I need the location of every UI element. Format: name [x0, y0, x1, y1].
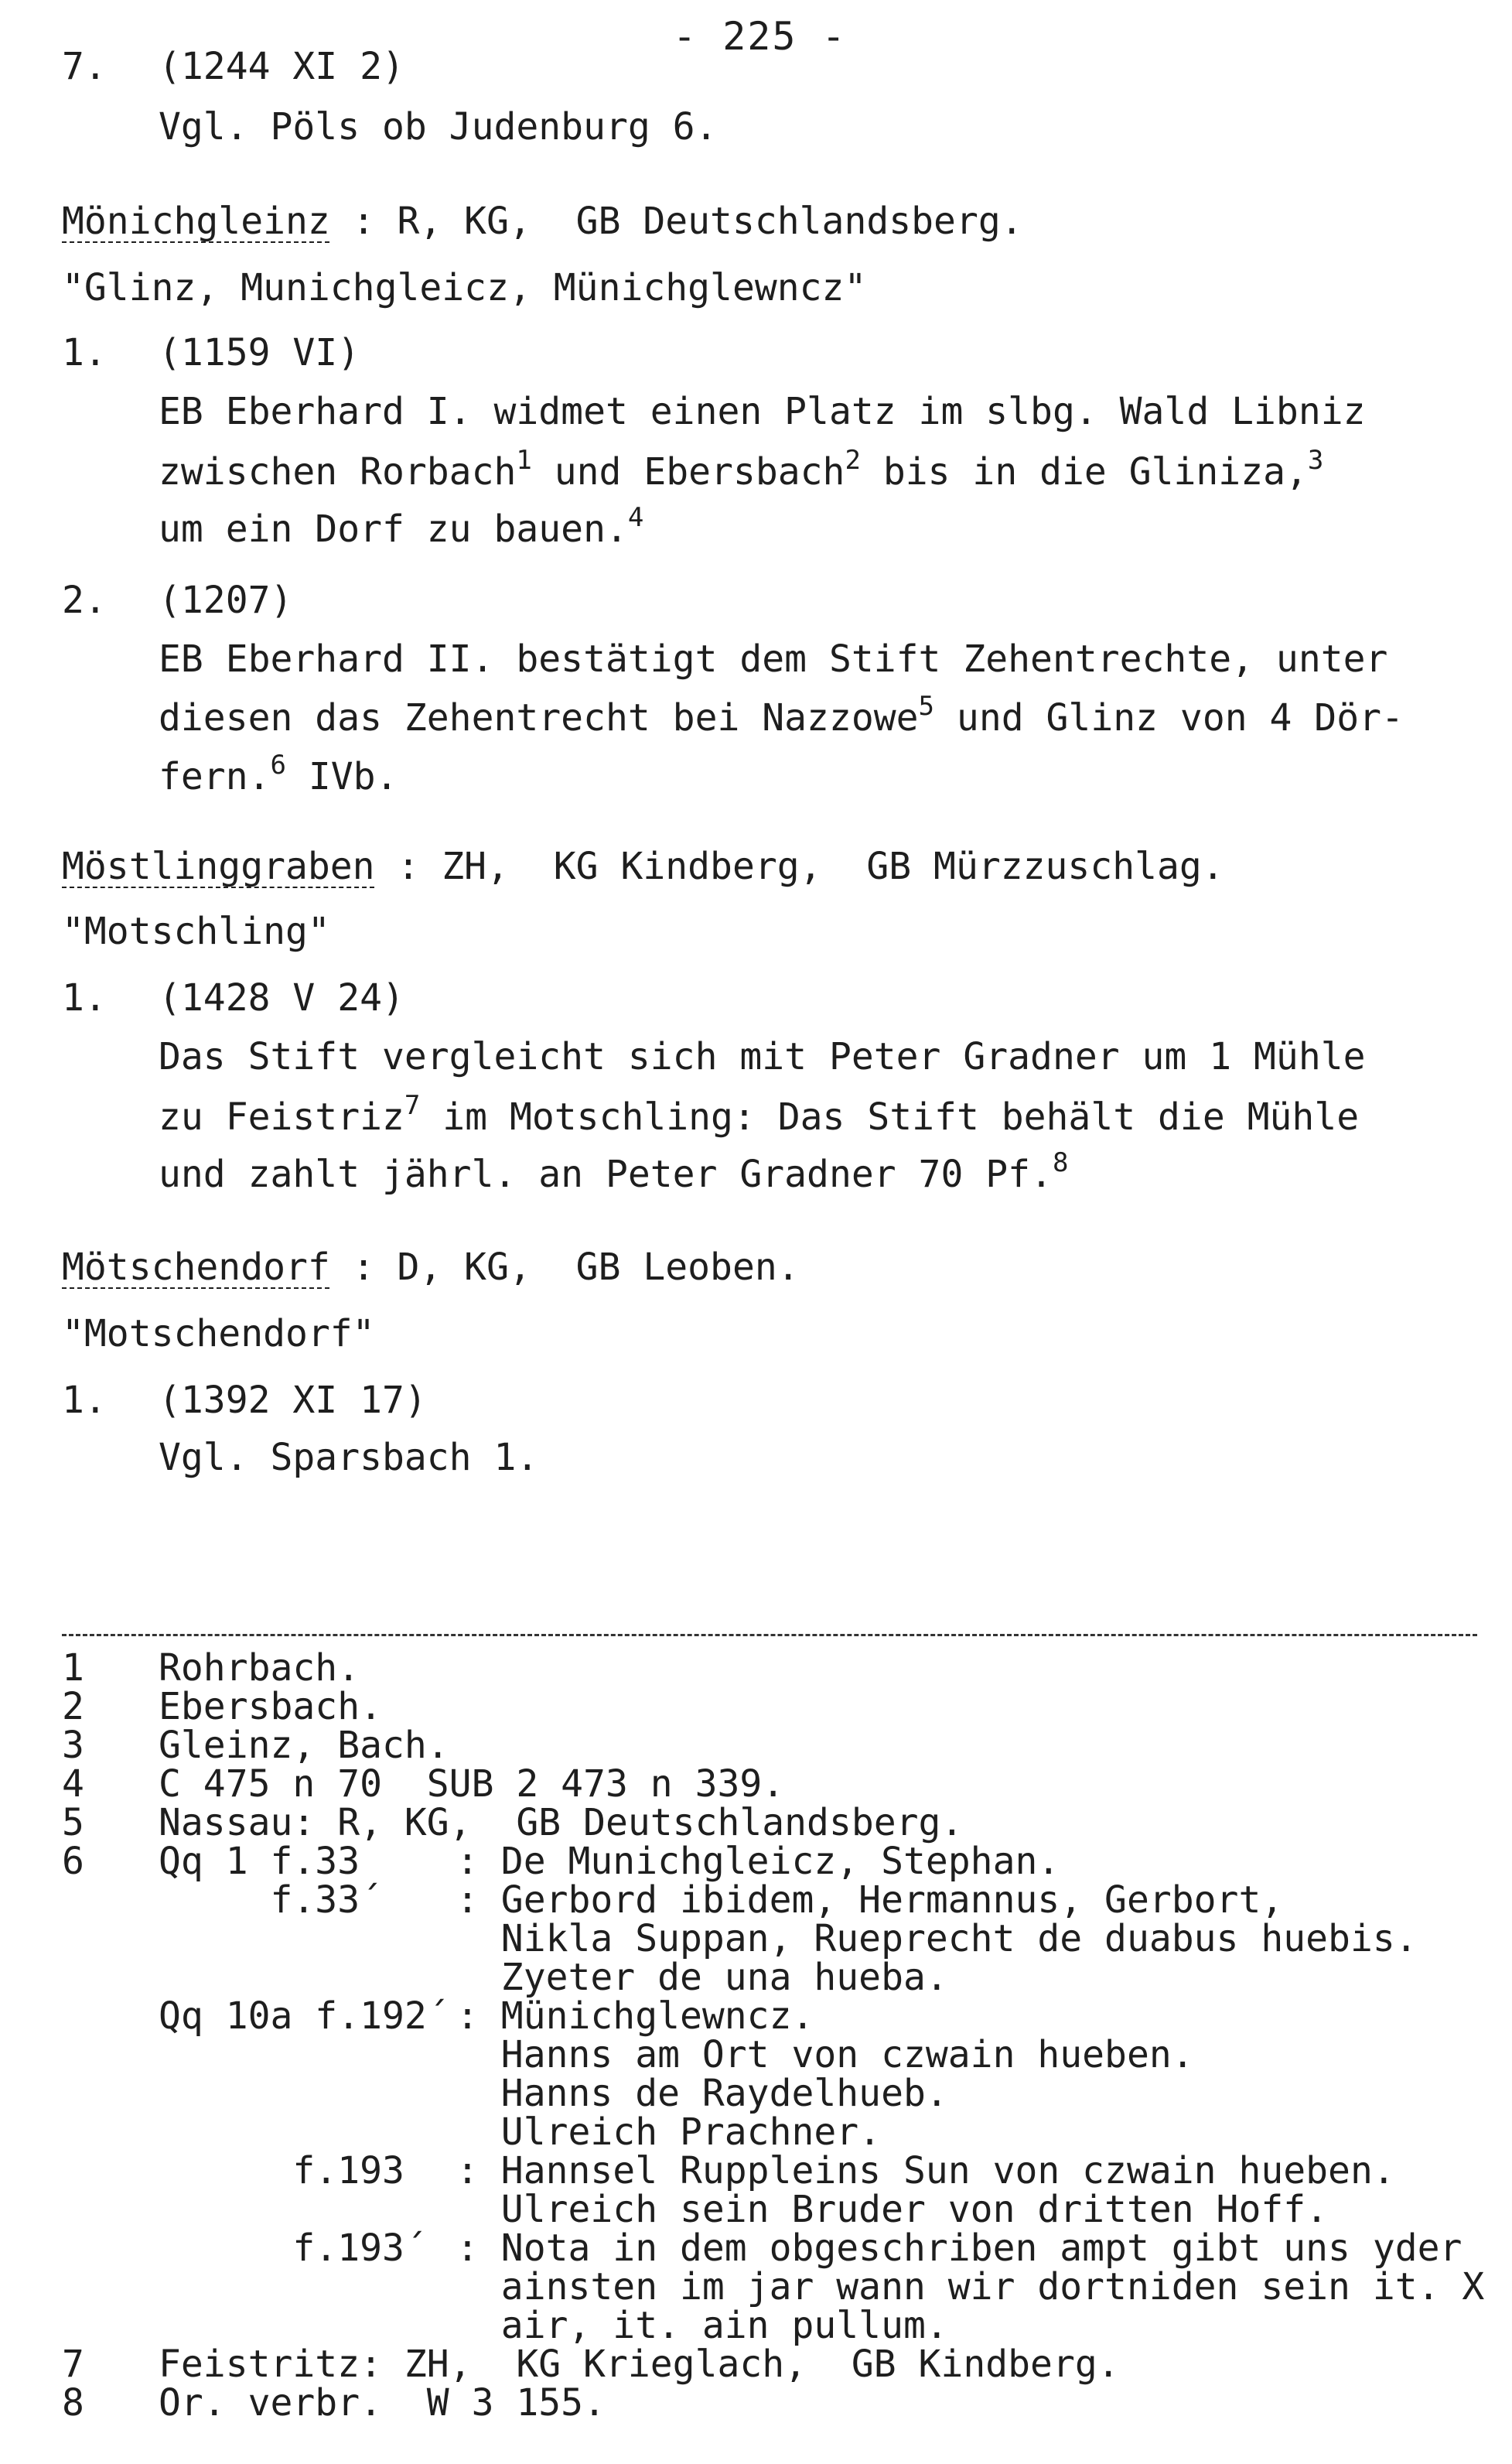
source-ref: Qq 10a f.192´ — [159, 1994, 449, 2038]
item-text — [159, 1147, 1069, 1196]
entry-description: : D, KG, GB Leoben. — [329, 1246, 800, 1289]
footnote-number: 7 — [62, 2343, 84, 2386]
footnote-text: Ebersbach. — [159, 1685, 382, 1728]
footnote-text: C 475 n 70 SUB 2 473 n 339. — [159, 1762, 785, 1806]
footnote-number: 6 — [62, 1840, 84, 1883]
source-text: : Nota in dem obgeschriben ampt gibt uns yder — [456, 2226, 1463, 2270]
text-span: und zahlt jährl. an Peter Gradner 70 Pf. — [159, 1153, 1053, 1196]
source-text: ainsten im jar wann wir dortniden sein it. X — [456, 2265, 1485, 2309]
text-span: diesen das Zehentrecht bei Nazzowe — [159, 696, 919, 740]
footnote-number: 5 — [62, 1801, 84, 1844]
source-ref: Qq 1 f.33 — [159, 1840, 360, 1883]
footnote-number: 2 — [62, 1685, 84, 1728]
item-text — [159, 502, 644, 551]
item-text: EB Eberhard II. bestätigt dem Stift Zehentrechte, unter — [159, 637, 1388, 681]
footnote-ref: 6 — [270, 750, 286, 781]
item-date: (1207) — [159, 579, 293, 622]
source-text: air, it. ain pullum. — [456, 2304, 948, 2347]
text-span: im Motschling: Das Stift behält die Mühle — [420, 1095, 1360, 1139]
source-text: Nikla Suppan, Rueprecht de duabus huebis. — [456, 1917, 1418, 1960]
source-text: Hanns am Ort von czwain hueben. — [456, 2033, 1194, 2076]
footnote-number: 8 — [62, 2381, 84, 2425]
source-ref: f.33´ — [159, 1878, 382, 1922]
source-text: Ulreich sein Bruder von dritten Hoff. — [456, 2188, 1329, 2231]
text-span: um ein Dorf zu bauen. — [159, 507, 628, 551]
text-span: zu Feistriz — [159, 1095, 404, 1139]
item-date: (1244 XI 2) — [159, 45, 404, 88]
footnote-number: 3 — [62, 1724, 84, 1767]
entry-heading — [62, 200, 1023, 243]
text-span: und Ebersbach — [531, 450, 845, 494]
text-span: und Glinz von 4 Dör- — [934, 696, 1404, 740]
item-text: Vgl. Pöls ob Judenburg 6. — [159, 105, 718, 149]
item-text: EB Eberhard I. widmet einen Platz im slbg. Wald Libniz — [159, 390, 1366, 433]
text-span: zwischen Rorbach — [159, 450, 517, 494]
footnote-ref: 2 — [845, 445, 861, 476]
footnote-text: Or. verbr. W 3 155. — [159, 2381, 606, 2425]
name-variants: "Motschling" — [62, 910, 330, 953]
entry-description: : R, KG, GB Deutschlandsberg. — [329, 200, 1023, 243]
item-text — [159, 691, 1404, 740]
source-text: Ulreich Prachner. — [456, 2110, 882, 2154]
entry-description: : ZH, KG Kindberg, GB Mürzzuschlag. — [374, 845, 1224, 888]
item-number: 7. — [62, 45, 107, 88]
item-number: 1. — [62, 331, 107, 374]
item-text: Vgl. Sparsbach 1. — [159, 1436, 539, 1479]
entry-heading — [62, 1246, 800, 1289]
footnote-ref: 3 — [1307, 445, 1324, 476]
entry-heading — [62, 845, 1224, 888]
footnote-ref: 4 — [627, 502, 644, 533]
headword: Mönichgleinz — [62, 200, 330, 243]
item-number: 1. — [62, 1379, 107, 1422]
item-date: (1428 V 24) — [159, 976, 404, 1020]
footnote-number: 4 — [62, 1762, 84, 1806]
item-date: (1159 VI) — [159, 331, 360, 374]
item-text: Das Stift vergleicht sich mit Peter Gradner um 1 Mühle — [159, 1035, 1366, 1078]
footnote-ref: 5 — [918, 691, 935, 722]
source-text: : Hannsel Ruppleins Sun von czwain hueben. — [456, 2149, 1395, 2192]
footnote-ref: 1 — [516, 445, 532, 476]
item-number: 2. — [62, 579, 107, 622]
name-variants: "Motschendorf" — [62, 1312, 375, 1355]
footnote-text: Rohrbach. — [159, 1646, 360, 1690]
footnote-text: Feistritz: ZH, KG Krieglach, GB Kindberg. — [159, 2343, 1120, 2386]
source-text: Hanns de Raydelhueb. — [456, 2072, 948, 2115]
item-date: (1392 XI 17) — [159, 1379, 427, 1422]
footnote-number: 1 — [62, 1646, 84, 1690]
footnote-text: Nassau: R, KG, GB Deutschlandsberg. — [159, 1801, 964, 1844]
footnote-ref: 8 — [1052, 1147, 1069, 1178]
source-text: : De Munichgleicz, Stephan. — [456, 1840, 1060, 1883]
headword: Möstlinggraben — [62, 845, 375, 888]
footnote-ref: 7 — [404, 1090, 421, 1121]
text-span: bis in die Gliniza, — [860, 450, 1308, 494]
name-variants: "Glinz, Munichgleicz, Münichglewncz" — [62, 266, 867, 309]
source-ref: f.193 — [159, 2149, 404, 2192]
item-text — [159, 1090, 1360, 1139]
item-number: 1. — [62, 976, 107, 1020]
page-number: - 225 - — [673, 14, 847, 59]
footnote-text: Gleinz, Bach. — [159, 1724, 449, 1767]
item-text — [159, 445, 1324, 494]
source-text: : Münichglewncz. — [456, 1994, 814, 2038]
footnote-divider — [62, 1634, 1477, 1636]
text-span: IVb. — [285, 755, 398, 798]
source-text: : Gerbord ibidem, Hermannus, Gerbort, — [456, 1878, 1284, 1922]
text-span: fern. — [159, 755, 271, 798]
source-text: Zyeter de una hueba. — [456, 1956, 948, 1999]
headword: Mötschendorf — [62, 1246, 330, 1289]
item-text — [159, 750, 398, 798]
source-ref: f.193´ — [159, 2226, 427, 2270]
